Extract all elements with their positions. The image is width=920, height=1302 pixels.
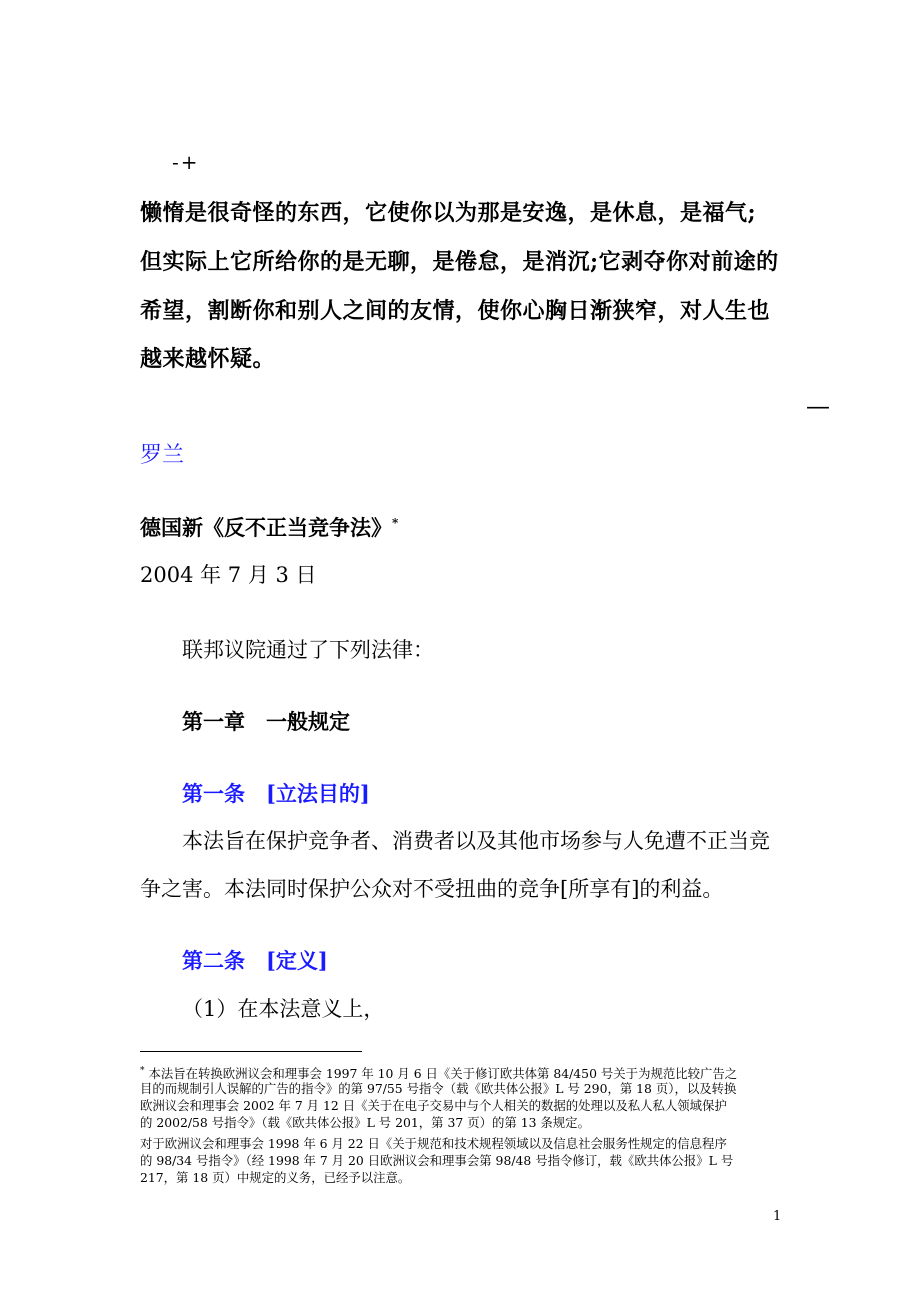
article-1-heading: 第一条 [立法目的]: [182, 781, 370, 806]
law-title: [140, 512, 398, 542]
article-2-text: （1）在本法意义上，: [182, 997, 385, 1021]
footnote-line-7: 217，第 18 页）中规定的义务，已经予以注意。: [140, 1170, 411, 1185]
article-2-heading: 第二条 [定义]: [182, 948, 328, 973]
footnote-line-6: 的 98/34 号指令》（经 1998 年 7 月 20 日欧洲议会和理事会第 98/48 号指令修订，载《欧共体公报》L 号: [140, 1153, 734, 1168]
footnote-line-4: 的 2002/58 号指令》（载《欧共体公报》L 号 201，第 37 页）的第 13 条规定。: [140, 1115, 590, 1130]
footnote-line-3: 欧洲议会和理事会 2002 年 7 月 12 日《关于在电子交易中与个人相关的数据的处理以及私人私人领域保护: [140, 1098, 727, 1113]
quote-line-1: 懒惰是很奇怪的东西，它使你以为那是安逸，是休息，是福气;: [140, 200, 757, 226]
chapter-heading: 第一章 一般规定: [182, 709, 350, 734]
footnote-separator: [140, 1051, 362, 1052]
article-1-line-2: 争之害。本法同时保护公众对不受扭曲的竞争[所享有]的利益。: [140, 877, 724, 901]
law-intro: 联邦议院通过了下列法律：: [182, 638, 434, 662]
law-date: 2004 年 7 月 3 日: [140, 563, 317, 587]
footnote-mark: *: [140, 1066, 145, 1076]
law-title-text: 德国新《反不正当竞争法》: [140, 515, 392, 540]
quote-line-3: 希望，割断你和别人之间的友情，使你心胸日渐狭窄，对人生也: [140, 298, 771, 324]
quote-line-4: 越来越怀疑。: [140, 346, 276, 372]
quote-line-2: 但实际上它所给你的是无聊，是倦怠，是消沉;它剥夺你对前途的: [140, 249, 779, 275]
law-title-footnote-mark: *: [392, 516, 399, 530]
article-1-line-1: 本法旨在保护竞争者、消费者以及其他市场参与人免遭不正当竞: [182, 829, 770, 853]
page-number: 1: [773, 1209, 782, 1224]
quote-author: 罗兰: [140, 443, 185, 468]
footnote-line-2: 目的而规制引人误解的广告的指令》的第 97/55 号指令（载《欧共体公报》L 号 290，第 18 页），以及转换: [140, 1081, 737, 1096]
footnote-line-5: 对于欧洲议会和理事会 1998 年 6 月 22 日《关于规范和技术规程领域以及信息社会服务性规定的信息程序: [140, 1136, 727, 1151]
quote-dash: —: [806, 392, 830, 420]
header-mark: -+: [172, 150, 200, 174]
footnote-line-1-text: 本法旨在转换欧洲议会和理事会 1997 年 10 月 6 日《关于修订欧共体第 84/450 号关于为规范比较广告之: [148, 1066, 738, 1082]
